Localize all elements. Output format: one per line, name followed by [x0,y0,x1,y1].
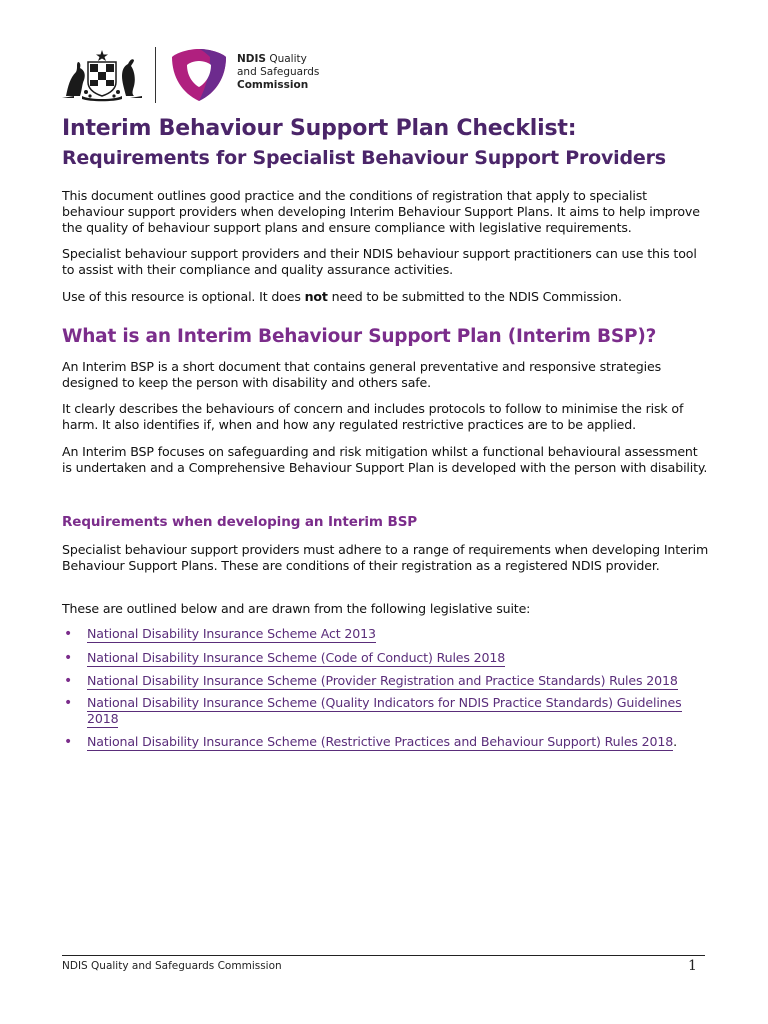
link-code-of-conduct-rules[interactable]: National Disability Insurance Scheme (Code of Conduct) Rules 2018 [87,650,506,665]
intro-p3-bold: not [304,289,328,304]
intro-paragraph-1: This document outlines good practice and the conditions of registration that apply to specialist behaviour support providers when developing Interim Behaviour Support Plans. It aims to help improve the quality of behaviour support plans and ensure compliance with legislative requirements. [62,188,700,235]
header-logos [60,44,360,106]
logo-text-line3: Commission [237,79,309,91]
list-item [62,650,712,666]
intro-paragraph-3 [62,289,710,305]
section1-paragraph-2: It clearly describes the behaviours of concern and includes protocols to follow to minimise the risk of harm. It also identifies if, when and how any regulated restrictive practices are to be applied. [62,401,684,432]
document-title: Interim Behaviour Support Plan Checklist: [62,116,577,141]
link-restrictive-practices-rules[interactable]: National Disability Insurance Scheme (Restrictive Practices and Behaviour Support) Rules 2018 [87,734,674,749]
intro-paragraph-2: Specialist behaviour support providers and their NDIS behaviour support practitioners can use this tool to assist with their compliance and quality assurance activities. [62,246,697,277]
intro-p3-after: need to be submitted to the NDIS Commission. [327,289,622,304]
footer-organisation: NDIS Quality and Safeguards Commission [62,960,282,972]
coat-of-arms-logo [60,48,144,102]
list-item [62,626,712,642]
logo-text-bold: NDIS [237,53,266,65]
bullet: • [64,673,73,689]
list-item [62,734,712,750]
legislation-link-list [62,626,712,750]
footer-divider [62,955,705,956]
bullet: • [64,734,73,750]
intro-p3-before: Use of this resource is optional. It does [62,289,305,304]
bullet: • [64,695,73,711]
ndis-shield-logo [170,47,228,103]
link-quality-indicators-guidelines[interactable]: National Disability Insurance Scheme (Quality Indicators for NDIS Practice Standards) Guidelines 2018 [87,695,682,726]
section1-paragraph-3: An Interim BSP focuses on safeguarding and risk mitigation whilst a functional behavioural assessment is undertaken and a Comprehensive Behaviour Support Plan is developed with the person with disability. [62,444,708,475]
list-item [62,695,712,727]
logo-text-rest: Quality [265,53,307,65]
link-suffix: . [673,734,677,749]
bullet: • [64,626,73,642]
ndis-logo-text [237,53,319,92]
section2-paragraph-2: These are outlined below and are drawn from the following legislative suite: [62,601,531,616]
logo-divider [155,47,156,103]
link-provider-registration-rules[interactable]: National Disability Insurance Scheme (Provider Registration and Practice Standards) Rules 2018 [87,673,678,688]
list-item [62,673,712,689]
bullet: • [64,650,73,666]
document-subtitle: Requirements for Specialist Behaviour Support Providers [62,147,666,169]
logo-text-line2: and Safeguards [237,66,320,78]
section2-paragraph-1: Specialist behaviour support providers must adhere to a range of requirements when developing Interim Behaviour Support Plans. These are conditions of their registration as a registered NDIS provider. [62,542,709,573]
link-ndis-act-2013[interactable]: National Disability Insurance Scheme Act 2013 [87,626,376,641]
section1-paragraph-1: An Interim BSP is a short document that contains general preventative and responsive strategies designed to keep the person with disability and others safe. [62,359,662,390]
page-number: 1 [688,958,697,974]
section-heading-requirements: Requirements when developing an Interim BSP [62,514,418,530]
section-heading-what-is: What is an Interim Behaviour Support Plan (Interim BSP)? [62,326,657,347]
